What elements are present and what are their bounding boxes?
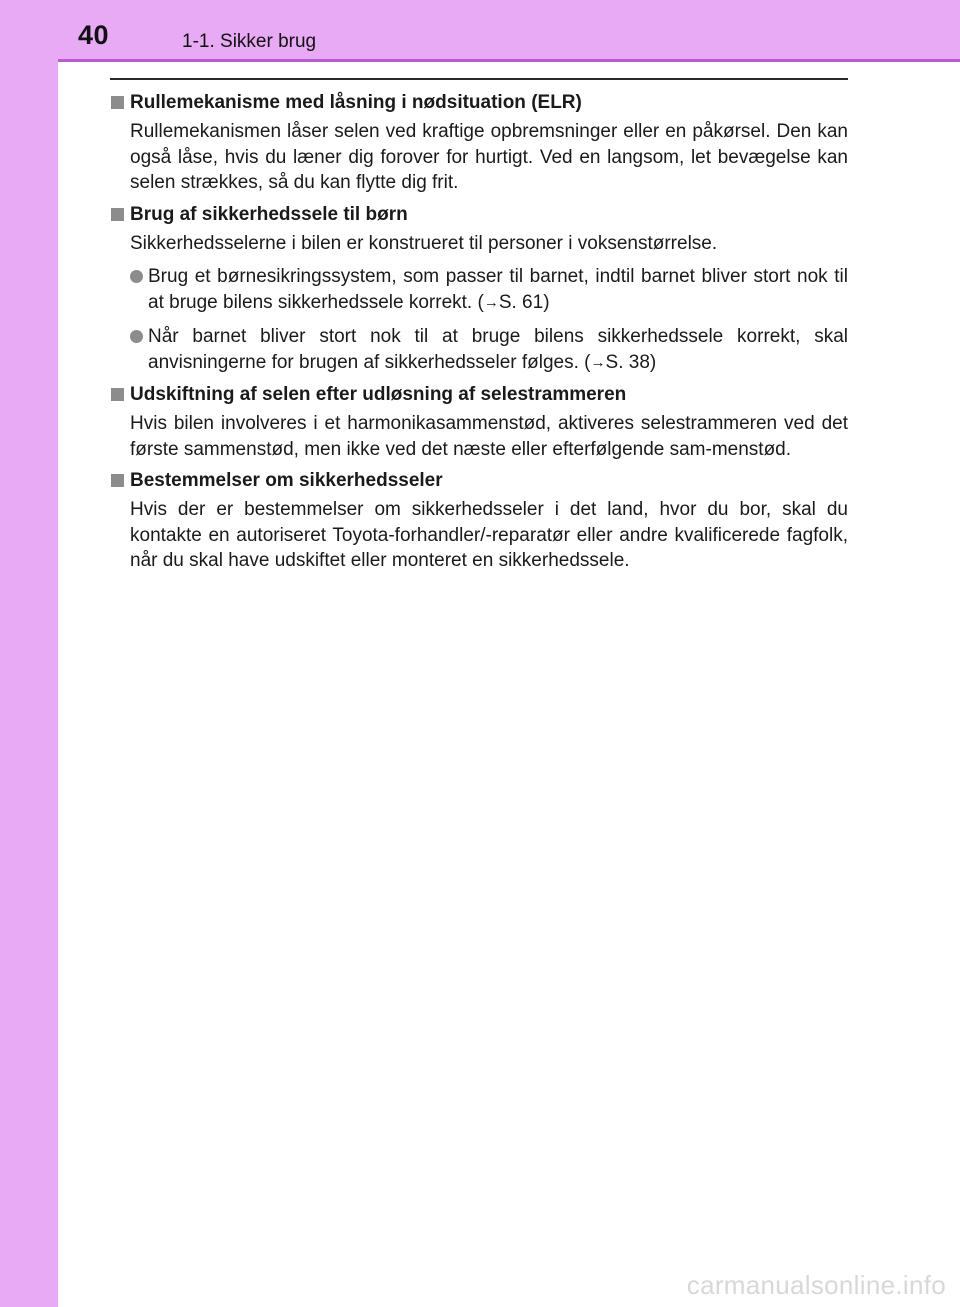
section-body: Sikkerhedsselerne i bilen er konstrueret til personer i voksenstørrelse. [130,232,718,254]
square-bullet-icon [111,474,124,487]
page-reference-link[interactable]: S. 61) [498,291,550,313]
header-rule [58,59,960,62]
section-body: Hvis bilen involveres i et harmonikasammenstød, aktiveres selestrammeren ved det første sammenstød, men ikke ved det næste eller efterfølgende sam-menstød. [130,413,848,460]
section-heading [110,382,848,408]
watermark: carmanualsonline.info [686,1270,946,1300]
section-heading [110,468,848,494]
right-arrow-icon: → [483,293,499,311]
section-title: 1-1. Sikker brug [182,31,317,52]
section-heading [110,202,848,228]
circle-bullet-icon [130,330,143,343]
section-body: Hvis der er bestemmelser om sikkerhedsseler i det land, hvor du bor, skal du kontakte en autoriseret Toyota-forhandler/-reparatør eller andre kvalificerede fagfolk, når du skal have udskiftet eller monteret en sikkerhedssele. [130,499,848,571]
circle-bullet-icon [130,270,143,283]
section-elr [110,90,848,196]
page-number: 40 [78,20,110,50]
square-bullet-icon [111,96,124,109]
list-item-text: Når barnet bliver stort nok til at bruge bilens sikkerhedssele korrekt, skal anvisningerne for brugen af sikkerhedsseler følges. ( [148,326,848,373]
right-arrow-icon: → [590,353,606,371]
list-item-text: Brug et børnesikringssystem, som passer til barnet, indtil barnet bliver stort nok til at bruge bilens sikkerhedssele korrekt. ( [148,266,848,313]
square-bullet-icon [111,388,124,401]
list-item [110,264,848,316]
section-heading [110,90,848,116]
section-pretensioner-replacement [110,382,848,462]
section-heading-text: Brug af sikkerhedssele til børn [130,203,408,225]
square-bullet-icon [111,208,124,221]
page-reference-link[interactable]: S. 38) [605,351,657,373]
list-item [110,324,848,376]
page-content [110,90,848,580]
section-heading-text: Rullemekanisme med låsning i nødsituation (ELR) [130,92,582,113]
section-heading-text: Bestemmelser om sikkerhedsseler [130,470,443,491]
section-heading-text: Udskiftning af selen efter udløsning af selestrammeren [130,384,627,405]
section-child-seatbelt [110,202,848,377]
section-body: Rullemekanismen låser selen ved kraftige opbremsninger eller en påkørsel. Den kan også låse, hvis du læner dig forover for hurtigt. Ved en langsom, let bevægelse kan selen strækkes, så du kan flytte dig frit. [130,121,848,193]
content-divider [110,78,848,80]
header-band [0,0,960,60]
section-regulations [110,468,848,574]
side-tab-band [0,0,58,1307]
